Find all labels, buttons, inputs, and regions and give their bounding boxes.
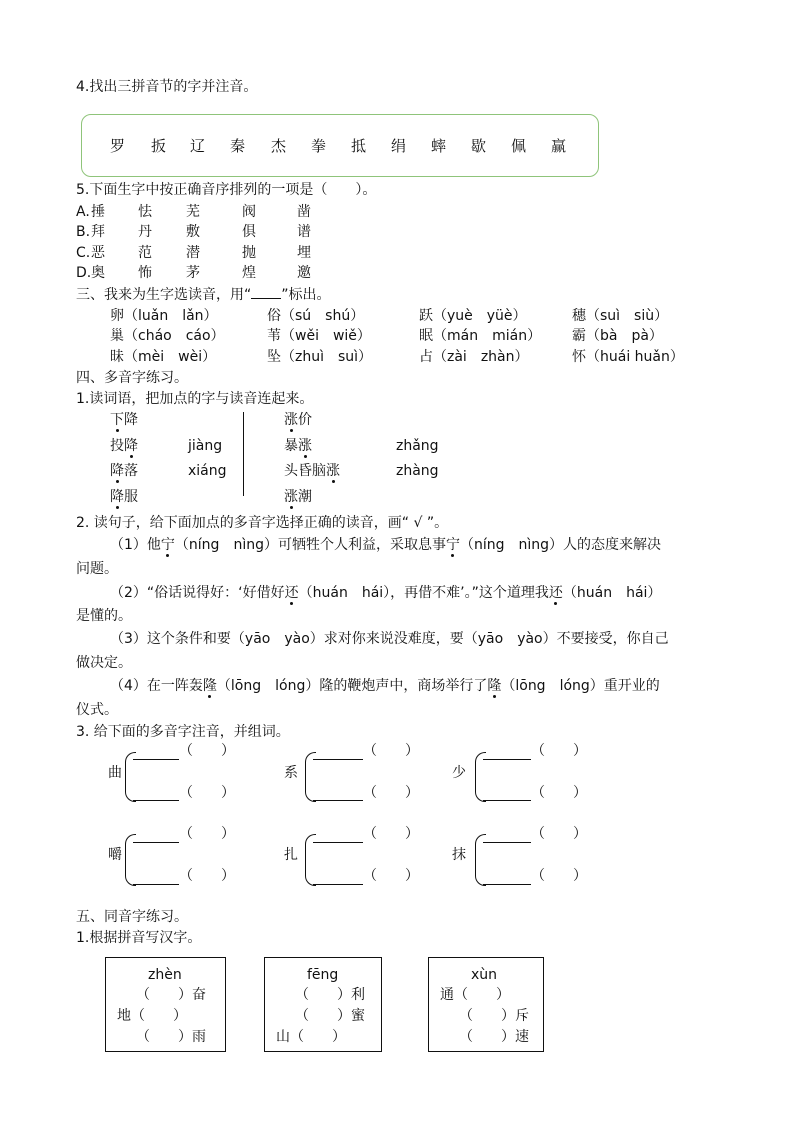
homophone-box [105,957,226,1052]
word-item: 降落 [110,463,138,479]
q4-1-title: 1.读词语，把加点的字与读音连起来。 [76,391,314,407]
word-item: 下降 [110,412,138,428]
q5-title: 5.下面生字中按正确音序排列的一项是（ ）。 [76,182,377,198]
pinyin-choice[interactable]: 昧（mèi wèi） [110,349,217,365]
sentence-1: （1）他宁（níng nìng）可牺牲个人利益，采取息事宁（níng nìng）人的态度来解决 [110,537,662,553]
option-char: 芜 [186,204,200,220]
option-char: 奥 [91,265,105,281]
char-item: 抵 [351,137,367,155]
word-item: 涨潮 [284,489,312,505]
sentence-2-cont: 是懂的。 [76,608,132,624]
section-3-title-b: ”标出。 [281,287,331,303]
option-char: 埋 [297,245,311,261]
answer-blank[interactable] [313,842,363,843]
section-4-title: 四、多音字练习。 [76,370,188,386]
char-item: 赢 [551,137,567,155]
pinyin-blank[interactable]: （ ） [179,743,235,759]
option-char: 捶 [91,204,105,220]
char-item: 秦 [230,137,246,155]
option-char: 范 [138,245,152,261]
word-item: 暴涨 [284,438,312,454]
polyphone-char: 系 [284,765,298,781]
char-item: 佩 [511,137,527,155]
char-item: 辽 [190,137,206,155]
pinyin-blank[interactable]: （ ） [179,785,235,801]
answer-blank[interactable] [133,884,179,885]
option-label: C. [76,245,91,261]
answer-blank[interactable] [133,759,179,760]
box-line[interactable]: （ ）蜜 [295,1008,365,1024]
char-item: 歇 [471,137,487,155]
pinyin-option[interactable]: jiàng [188,438,223,454]
underline-mark [251,286,281,299]
pinyin-choice[interactable]: 俗（sú shú） [267,308,365,324]
polyphone-char: 嚼 [108,847,122,863]
pinyin-blank[interactable]: （ ） [531,826,587,842]
option-label: D. [76,265,92,281]
char-item: 绢 [391,137,407,155]
pinyin-blank[interactable]: （ ） [363,826,419,842]
word-item: 涨价 [284,412,312,428]
box-line[interactable]: （ ）速 [459,1029,529,1045]
option-char: 丹 [138,224,152,240]
word-item: 投降 [110,438,138,454]
word-item: 降服 [110,489,138,505]
answer-blank[interactable] [133,800,179,801]
option-char: 潜 [186,245,200,261]
sentence-1-cont: 问题。 [76,561,118,577]
option-char: 怖 [138,265,152,281]
box-pinyin: zhèn [148,967,182,983]
box-line[interactable]: 通（ ） [440,987,510,1003]
pinyin-blank[interactable]: （ ） [363,868,419,884]
pinyin-blank[interactable]: （ ） [363,743,419,759]
char-item: 扳 [151,137,167,155]
sentence-3: （3）这个条件和要（yāo yào）求对你来说没难度，要（yāo yào）不要接受，你自己 [110,631,669,647]
pinyin-blank[interactable]: （ ） [179,868,235,884]
q4-2-title: 2. 读句子，给下面加点的多音字选择正确的读音，画“ √ ”。 [76,515,449,531]
polyphone-char: 抹 [452,847,466,863]
pinyin-blank[interactable]: （ ） [179,826,235,842]
box-pinyin: fēng [307,967,339,983]
pinyin-choice[interactable]: 霸（bà pà） [572,328,663,344]
homophone-box [428,957,544,1052]
option-char: 拜 [91,224,105,240]
sentence-4-cont: 仪式。 [76,702,118,718]
box-line[interactable]: 地（ ） [117,1008,187,1024]
char-item: 蟀 [431,137,447,155]
pinyin-blank[interactable]: （ ） [531,743,587,759]
pinyin-blank[interactable]: （ ） [363,785,419,801]
char-item: 杰 [271,137,287,155]
char-item: 罗 [110,137,126,155]
word-item: 头昏脑涨 [284,463,340,479]
q4-3-title: 3. 给下面的多音字注音，并组词。 [76,724,290,740]
polyphone-char: 曲 [108,765,122,781]
pinyin-choice[interactable]: 巢（cháo cáo） [110,328,225,344]
sentence-3-cont: 做决定。 [76,655,132,671]
pinyin-blank[interactable]: （ ） [531,785,587,801]
box-line[interactable]: （ ）雨 [136,1029,206,1045]
option-char: 阀 [242,204,256,220]
pinyin-choice[interactable]: 占（zài zhàn） [419,349,529,365]
pinyin-choice[interactable]: 苇（wěi wiě） [267,328,371,344]
option-char: 谱 [297,224,311,240]
answer-blank[interactable] [313,884,363,885]
box-line[interactable]: 山（ ） [276,1029,346,1045]
pinyin-choice[interactable]: 眠（mán mián） [419,328,542,344]
section-3-title-a: 三、我来为生字选读音，用“ [76,287,252,303]
option-char: 敷 [186,224,200,240]
box-line[interactable]: （ ）斥 [459,1008,529,1024]
pinyin-choice[interactable]: 穗（suì siù） [572,308,669,324]
pinyin-choice[interactable]: 跃（yuè yüè） [419,308,527,324]
option-char: 俱 [242,224,256,240]
box-pinyin: xùn [471,967,498,983]
answer-blank[interactable] [483,800,531,801]
pinyin-option[interactable]: zhàng [396,463,439,479]
pinyin-option[interactable]: xiáng [188,463,227,479]
pinyin-choice[interactable]: 坠（zhuì suì） [267,349,373,365]
pinyin-choice[interactable]: 卵（luǎn lǎn） [110,308,218,324]
option-char: 茅 [186,265,200,281]
option-char: 邀 [297,265,311,281]
answer-blank[interactable] [483,884,531,885]
answer-blank[interactable] [313,759,363,760]
polyphone-char: 少 [452,765,466,781]
pinyin-choice[interactable]: 怀（huái huǎn） [572,349,684,365]
option-label: A. [76,204,90,220]
sentence-4: （4）在一阵轰隆（lōng lóng）隆的鞭炮声中，商场举行了隆（lōng lóng）重开业的 [110,678,660,694]
section-5-title: 五、同音字练习。 [76,909,188,925]
pinyin-blank[interactable]: （ ） [531,868,587,884]
char-item: 拳 [311,137,327,155]
option-char: 怯 [138,204,152,220]
answer-blank[interactable] [313,800,363,801]
option-char: 凿 [297,204,311,220]
option-char: 抛 [242,245,256,261]
box-line[interactable]: （ ）利 [295,987,365,1003]
polyphone-char: 扎 [284,847,298,863]
pinyin-option[interactable]: zhǎng [396,438,439,454]
sentence-2: （2）“俗话说得好：‘好借好还（huán hái），再借不难’。”这个道理我还（huán hái） [110,585,662,601]
option-char: 恶 [91,245,105,261]
divider-line [243,412,244,496]
section-3-title [76,286,331,304]
q5-1-title: 1.根据拼音写汉字。 [76,930,202,946]
q4-title: 4.找出三拼音节的字并注音。 [76,79,258,95]
option-label: B. [76,224,91,240]
box-line[interactable]: （ ）奋 [136,987,206,1003]
answer-blank[interactable] [133,842,179,843]
homophone-box [264,957,382,1052]
answer-blank[interactable] [483,759,531,760]
answer-blank[interactable] [483,842,531,843]
option-char: 煌 [242,265,256,281]
